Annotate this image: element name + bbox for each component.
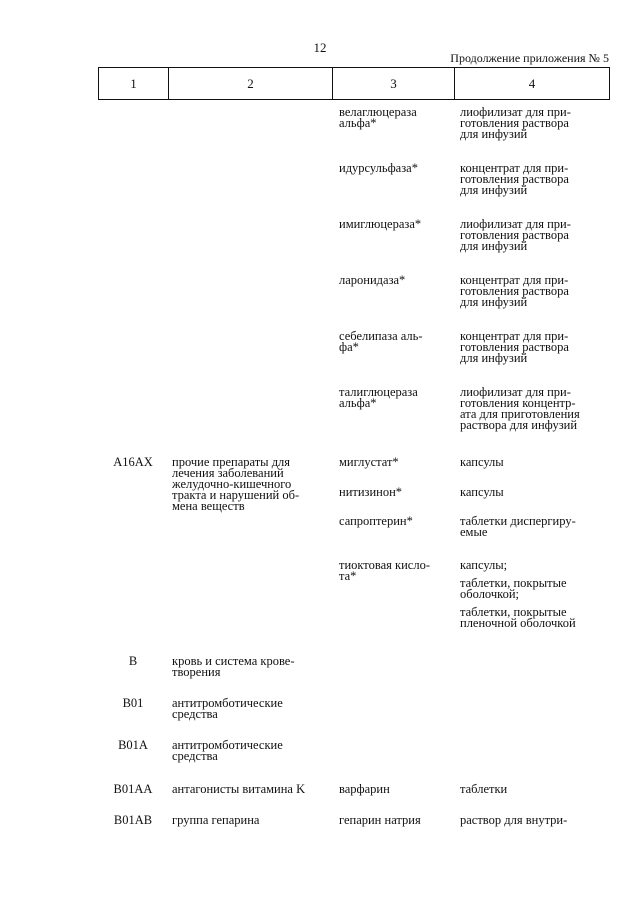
dosage-form-line: готовления раствора — [460, 340, 569, 354]
dosage-form-entry — [460, 107, 610, 140]
dosage-form-cell — [460, 560, 610, 629]
group-name-line: желудочно-кишечного — [172, 477, 292, 491]
dosage-form-line: капсулы — [460, 455, 504, 469]
group-name-line: антитромботические — [172, 738, 283, 752]
group-name-line: средства — [172, 749, 218, 763]
dosage-form-cell — [460, 457, 610, 468]
group-name-line: мена веществ — [172, 499, 245, 513]
drug-name-cell — [339, 275, 449, 286]
drug-name-line: нитизинон* — [339, 485, 403, 499]
dosage-form-line: концентрат для при- — [460, 161, 569, 175]
drug-name-line: велаглюцераза — [339, 105, 417, 119]
header-col-3: 3 — [333, 68, 455, 99]
group-name-line: творения — [172, 665, 221, 679]
dosage-form-cell — [460, 387, 610, 431]
dosage-form-entry — [460, 331, 610, 364]
drug-name-line: сапроптерин* — [339, 514, 413, 528]
dosage-form-cell — [460, 331, 610, 364]
dosage-form-line: для инфузий — [460, 295, 528, 309]
dosage-form-cell — [460, 516, 610, 538]
dosage-form-line: таблетки диспергиру- — [460, 514, 576, 528]
group-name-line: кровь и система крове- — [172, 654, 295, 668]
header-col-1: 1 — [99, 68, 169, 99]
anatomical-group-cell — [172, 698, 327, 720]
drug-name-cell — [339, 107, 449, 129]
anatomical-group-cell — [172, 740, 327, 762]
group-name-line: группа гепарина — [172, 813, 260, 827]
dosage-form-line: раствора для инфузий — [460, 418, 578, 432]
drug-name-line: альфа* — [339, 116, 377, 130]
drug-name-line: та* — [339, 569, 357, 583]
dosage-form-line: готовления раствора — [460, 172, 569, 186]
drug-name-line: альфа* — [339, 396, 377, 410]
dosage-form-line: концентрат для при- — [460, 329, 569, 343]
continuation-label: Продолжение приложения № 5 — [450, 51, 609, 65]
atc-code-cell — [98, 457, 168, 468]
atc-code-line: A16AX — [113, 455, 153, 469]
dosage-form-entry — [460, 487, 610, 498]
atc-code-cell — [98, 815, 168, 826]
dosage-form-line: оболочкой; — [460, 587, 519, 601]
dosage-form-line: готовления концентр- — [460, 396, 576, 410]
drug-name-line: миглустат* — [339, 455, 399, 469]
group-name-line: тракта и нарушений об- — [172, 488, 300, 502]
table-header — [98, 67, 610, 100]
dosage-form-line: капсулы; — [460, 558, 508, 572]
drug-name-line: фа* — [339, 340, 359, 354]
dosage-form-line: готовления раствора — [460, 284, 569, 298]
drug-name-cell — [339, 784, 449, 795]
dosage-form-line: для инфузий — [460, 183, 528, 197]
dosage-form-line: готовления раствора — [460, 116, 569, 130]
anatomical-group-cell — [172, 457, 327, 512]
drug-name-line: идурсульфаза* — [339, 161, 418, 175]
drug-name-cell — [339, 815, 449, 826]
dosage-form-line: таблетки — [460, 782, 508, 796]
dosage-form-line: ата для приготовления — [460, 407, 580, 421]
dosage-form-entry — [460, 784, 610, 795]
dosage-form-line: пленочной оболочкой — [460, 616, 576, 630]
dosage-form-line: концентрат для при- — [460, 273, 569, 287]
dosage-form-cell — [460, 163, 610, 196]
drug-name-cell — [339, 457, 449, 468]
dosage-form-entry — [460, 578, 610, 600]
drug-name-line: талиглюцераза — [339, 385, 418, 399]
dosage-form-line: для инфузий — [460, 239, 528, 253]
group-name-line: лечения заболеваний — [172, 466, 284, 480]
atc-code-cell — [98, 656, 168, 667]
page-number: 12 — [313, 40, 327, 55]
dosage-form-entry — [460, 219, 610, 252]
drug-name-cell — [339, 560, 449, 582]
anatomical-group-cell — [172, 784, 327, 795]
dosage-form-entry — [460, 387, 610, 431]
atc-code-line: B01 — [122, 696, 144, 710]
dosage-form-line: лиофилизат для при- — [460, 105, 571, 119]
dosage-form-cell — [460, 219, 610, 252]
dosage-form-cell — [460, 784, 610, 795]
atc-code-line: B01A — [118, 738, 148, 752]
dosage-form-entry — [460, 275, 610, 308]
drug-name-line: имиглюцераза* — [339, 217, 422, 231]
drug-name-line: ларонидаза* — [339, 273, 406, 287]
dosage-form-entry — [460, 163, 610, 196]
drug-name-cell — [339, 219, 449, 230]
dosage-form-line: раствор для внутри- — [460, 813, 568, 827]
dosage-form-entry — [460, 560, 610, 571]
dosage-form-line: готовления раствора — [460, 228, 569, 242]
atc-code-line: B — [128, 654, 138, 668]
dosage-form-entry — [460, 815, 610, 826]
drug-name-cell — [339, 387, 449, 409]
dosage-form-line: емые — [460, 525, 488, 539]
anatomical-group-cell — [172, 656, 327, 678]
drug-name-line: варфарин — [339, 782, 390, 796]
dosage-form-line: капсулы — [460, 485, 504, 499]
group-name-line: прочие препараты для — [172, 455, 291, 469]
group-name-line: средства — [172, 707, 218, 721]
drug-name-cell — [339, 163, 449, 174]
drug-name-cell — [339, 331, 449, 353]
drug-name-cell — [339, 516, 449, 527]
dosage-form-cell — [460, 275, 610, 308]
dosage-form-cell — [460, 815, 610, 826]
drug-name-line: гепарин натрия — [339, 813, 421, 827]
anatomical-group-cell — [172, 815, 327, 826]
dosage-form-line: для инфузий — [460, 127, 528, 141]
header-col-4: 4 — [528, 75, 536, 91]
dosage-form-entry — [460, 607, 610, 629]
drug-name-line: себелипаза аль- — [339, 329, 423, 343]
atc-code-cell — [98, 784, 168, 795]
atc-code-line: B01AA — [113, 782, 153, 796]
drug-name-cell — [339, 487, 449, 498]
dosage-form-entry — [460, 516, 610, 538]
dosage-form-line: лиофилизат для при- — [460, 217, 571, 231]
dosage-form-cell — [460, 107, 610, 140]
dosage-form-cell — [460, 487, 610, 498]
dosage-form-line: для инфузий — [460, 351, 528, 365]
header-col-2: 2 — [169, 68, 333, 99]
dosage-form-entry — [460, 457, 610, 468]
atc-code-cell — [98, 698, 168, 709]
group-name-line: антагонисты витамина K — [172, 782, 306, 796]
atc-code-cell — [98, 740, 168, 751]
dosage-form-line: таблетки, покрытые — [460, 605, 567, 619]
group-name-line: антитромботические — [172, 696, 283, 710]
drug-name-line: тиоктовая кисло- — [339, 558, 430, 572]
dosage-form-line: лиофилизат для при- — [460, 385, 571, 399]
dosage-form-line: таблетки, покрытые — [460, 576, 567, 590]
atc-code-line: B01AB — [113, 813, 153, 827]
